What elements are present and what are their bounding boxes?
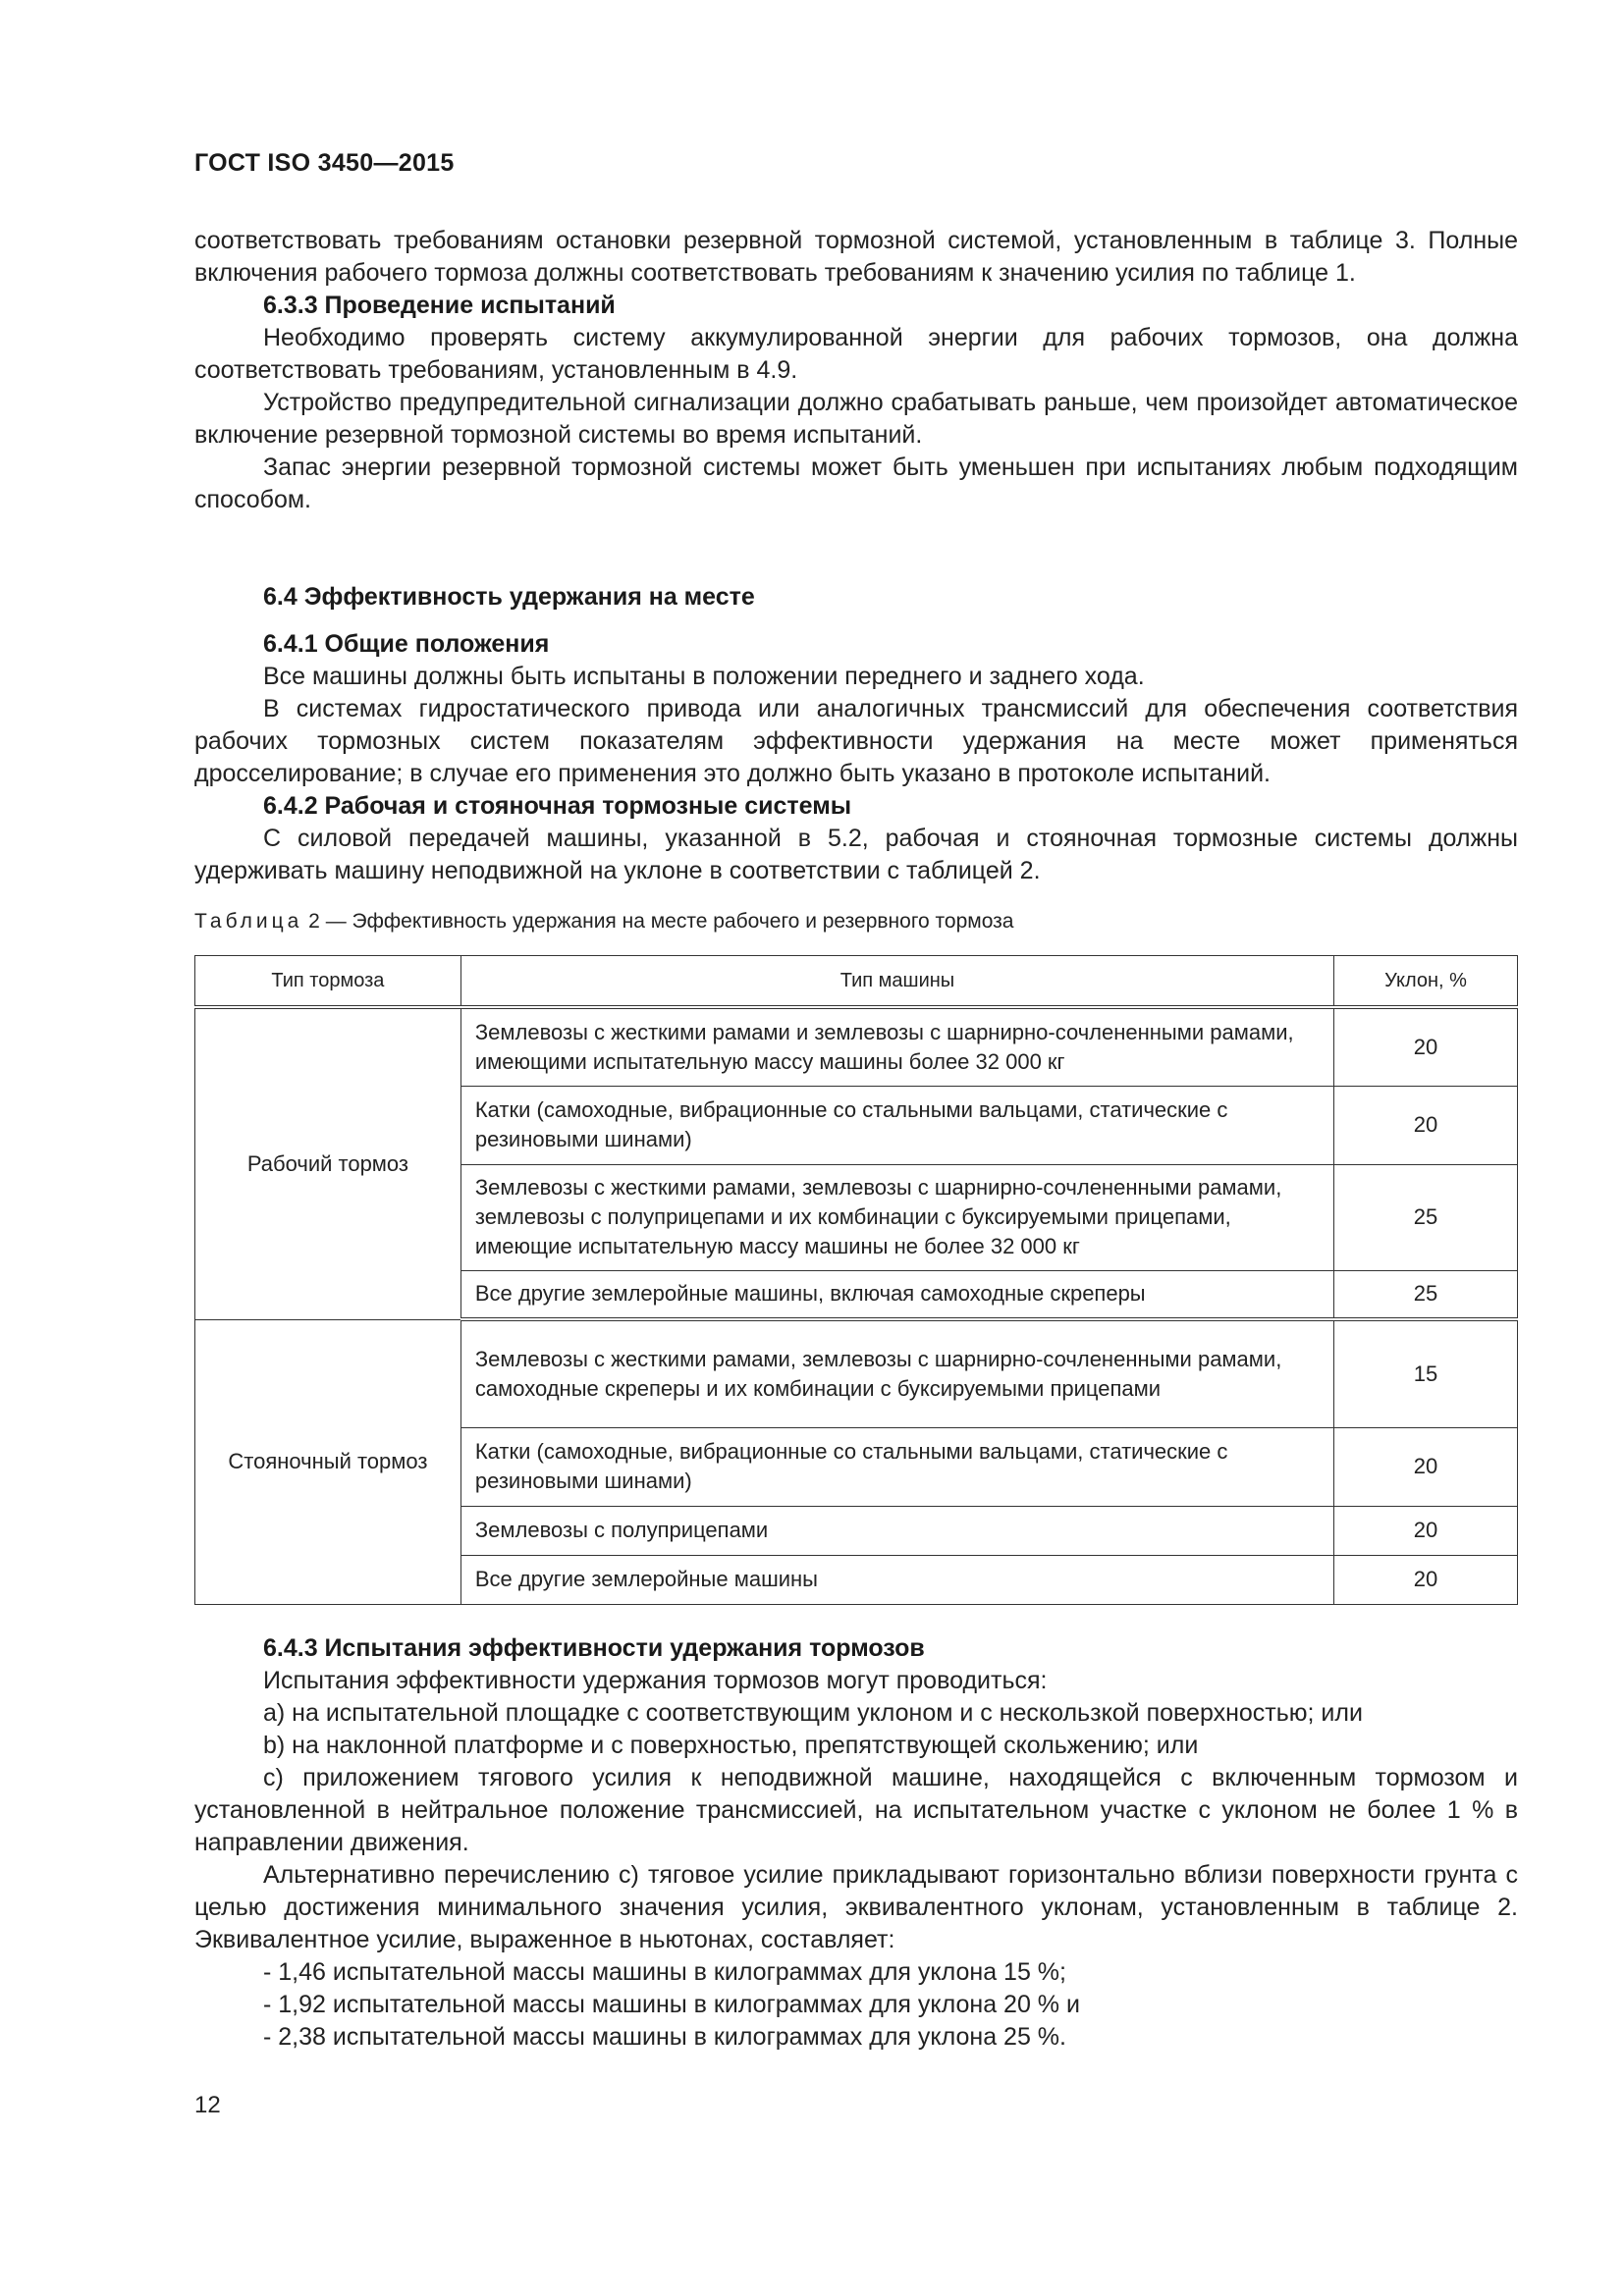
paragraph: Испытания эффективности удержания тормозов могут проводиться: bbox=[263, 1667, 1048, 1694]
slope-cell: 25 bbox=[1334, 1270, 1518, 1319]
paragraph: С силовой передачей машины, указанной в 5.2, рабочая и стояночная тормозные системы должны удерживать машину неподвижной на уклоне в соответствии с таблицей 2. bbox=[194, 825, 1518, 884]
list-item-c: c) приложением тягового усилия к неподвижной машине, находящейся с включенным тормозом и установленной в нейтральное положение трансмиссией, на испытательном участке с уклоном не более 1 % в направлении движения. bbox=[194, 1764, 1518, 1856]
machine-cell: Все другие землеройные машины bbox=[460, 1555, 1333, 1604]
section-top bbox=[194, 225, 1518, 516]
table-row bbox=[195, 1319, 1518, 1427]
machine-cell: Землевозы с полуприцепами bbox=[460, 1506, 1333, 1555]
slope-cell: 20 bbox=[1334, 1007, 1518, 1086]
page-number: 12 bbox=[194, 2092, 221, 2118]
table-caption-title: 2 — Эффективность удержания на месте рабочего и резервного тормоза bbox=[302, 910, 1014, 933]
table-caption bbox=[194, 908, 1013, 935]
table-header-row bbox=[195, 956, 1518, 1008]
brake-type-parking: Стояночный тормоз bbox=[195, 1319, 461, 1604]
document-header: ГОСТ ISO 3450—2015 bbox=[194, 149, 455, 177]
brake-type-service: Рабочий тормоз bbox=[195, 1007, 461, 1319]
column-header-brake-type: Тип тормоза bbox=[195, 956, 461, 1008]
paragraph: В системах гидростатического привода или аналогичных трансмиссий для обеспечения соответствия рабочих тормозных систем показателям эффективности удержания на месте может применяться дросселирование; в случае его применения это должно быть указано в протоколе испытаний. bbox=[194, 695, 1518, 787]
list-item-a: a) на испытательной площадке с соответствующим уклоном и с нескользкой поверхностью; или bbox=[263, 1699, 1363, 1727]
heading-6-4: 6.4 Эффективность удержания на месте bbox=[263, 583, 755, 611]
dash-item: - 2,38 испытательной массы машины в килограммах для уклона 25 %. bbox=[263, 2023, 1066, 2051]
heading-6-3-3: 6.3.3 Проведение испытаний bbox=[263, 292, 616, 319]
paragraph: Необходимо проверять систему аккумулированной энергии для рабочих тормозов, она должна соответствовать требованиям, установленным в 4.9. bbox=[194, 324, 1518, 384]
slope-cell: 15 bbox=[1334, 1319, 1518, 1427]
holding-performance-table bbox=[194, 955, 1518, 1605]
heading-6-4-1: 6.4.1 Общие положения bbox=[263, 630, 550, 658]
heading-6-4-3: 6.4.3 Испытания эффективности удержания тормозов bbox=[263, 1634, 925, 1662]
machine-cell: Землевозы с жесткими рамами, землевозы с шарнирно-сочлененными рамами, самоходные скреперы и их комбинации с буксируемыми прицепами bbox=[460, 1319, 1333, 1427]
paragraph: Запас энергии резервной тормозной системы может быть уменьшен при испытаниях любым подходящим способом. bbox=[194, 454, 1518, 513]
continuation-paragraph: соответствовать требованиям остановки резервной тормозной системой, установленным в таблице 3. Полные включения рабочего тормоза должны соответствовать требованиям к значению усилия по таблице 1. bbox=[194, 227, 1518, 287]
heading-6-4-2: 6.4.2 Рабочая и стояночная тормозные системы bbox=[263, 792, 852, 820]
machine-cell: Землевозы с жесткими рамами и землевозы с шарнирно-сочлененными рамами, имеющими испытательную массу машины более 32 000 кг bbox=[460, 1007, 1333, 1086]
column-header-machine-type: Тип машины bbox=[460, 956, 1333, 1008]
machine-cell: Все другие землеройные машины, включая самоходные скреперы bbox=[460, 1270, 1333, 1319]
section-6-4 bbox=[194, 581, 1518, 887]
paragraph: Все машины должны быть испытаны в положении переднего и заднего хода. bbox=[263, 663, 1145, 690]
section-6-4-3 bbox=[194, 1632, 1518, 2054]
column-header-slope: Уклон, % bbox=[1334, 956, 1518, 1008]
table-row bbox=[195, 1007, 1518, 1086]
machine-cell: Катки (самоходные, вибрационные со стальными вальцами, статические с резиновыми шинами) bbox=[460, 1427, 1333, 1506]
slope-cell: 25 bbox=[1334, 1164, 1518, 1270]
dash-item: - 1,46 испытательной массы машины в килограммах для уклона 15 %; bbox=[263, 1958, 1066, 1986]
table-caption-label: Таблица bbox=[194, 910, 303, 933]
dash-item: - 1,92 испытательной массы машины в килограммах для уклона 20 % и bbox=[263, 1991, 1080, 2018]
slope-cell: 20 bbox=[1334, 1506, 1518, 1555]
paragraph: Альтернативно перечислению c) тяговое усилие прикладывают горизонтально вблизи поверхности грунта с целью достижения минимального значения усилия, эквивалентного уклонам, установленным в таблице 2. Эквивалентное усилие, выраженное в ньютонах, составляет: bbox=[194, 1861, 1518, 1953]
list-item-b: b) на наклонной платформе и с поверхностью, препятствующей скольжению; или bbox=[263, 1732, 1199, 1759]
machine-cell: Землевозы с жесткими рамами, землевозы с шарнирно-сочлененными рамами, землевозы с полуприцепами и их комбинации с буксируемыми прицепами, имеющие испытательную массу машины не более 32 000 кг bbox=[460, 1164, 1333, 1270]
slope-cell: 20 bbox=[1334, 1427, 1518, 1506]
paragraph: Устройство предупредительной сигнализации должно срабатывать раньше, чем произойдет автоматическое включение резервной тормозной системы во время испытаний. bbox=[194, 389, 1518, 449]
machine-cell: Катки (самоходные, вибрационные со стальными вальцами, статические с резиновыми шинами) bbox=[460, 1086, 1333, 1164]
slope-cell: 20 bbox=[1334, 1086, 1518, 1164]
slope-cell: 20 bbox=[1334, 1555, 1518, 1604]
